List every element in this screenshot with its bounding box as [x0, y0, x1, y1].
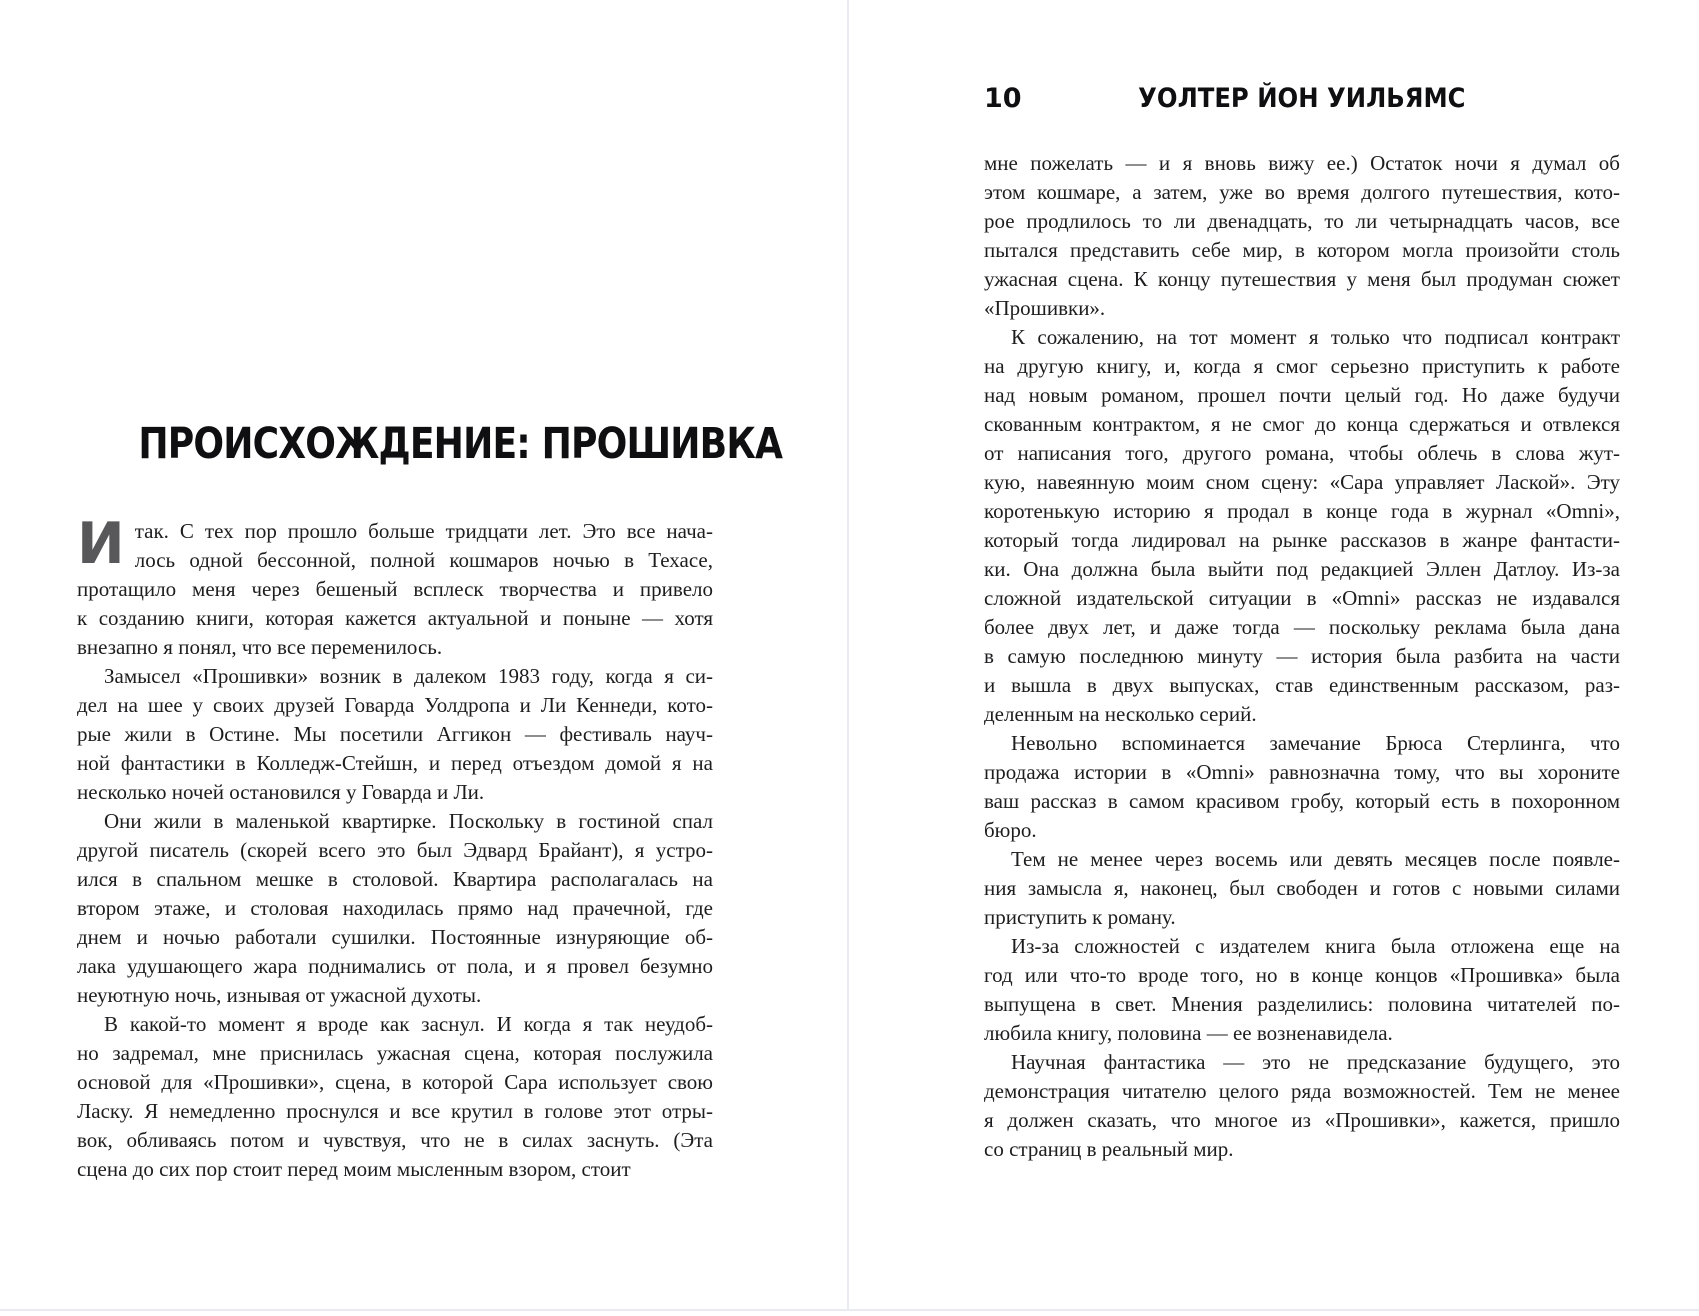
text-line: неуютную ночь, изнывая от ужасной духоты.	[77, 983, 482, 1007]
text-line: внезапно я понял, что все переменилось.	[77, 635, 443, 659]
text-line: год или что-то вроде того, но в конце концов «Прошивка» была	[984, 963, 1620, 987]
text-line: другой писатель (скорей всего это был Эдвард Брайант), я устро-	[77, 838, 713, 862]
text-line: ужасная сцена. К концу путешествия у меня был продуман сюжет	[984, 267, 1620, 291]
chapter-title	[77, 419, 783, 469]
paragraph	[77, 1010, 713, 1184]
text-line: К сожалению, на тот момент я только что подписал контракт	[1011, 325, 1620, 349]
text-line: от написания того, другого романа, чтобы облечь в слова жут-	[984, 441, 1620, 465]
text-line: втором этаже, и столовая находилась прямо над прачечной, где	[77, 896, 713, 920]
text-line: Они жили в маленькой квартирке. Поскольку в гостиной спал	[104, 809, 713, 833]
paragraph	[984, 323, 1620, 729]
text-line: но задремал, мне приснилась ужасная сцена, которая послужила	[77, 1041, 713, 1065]
text-line: Невольно вспоминается замечание Брюса Стерлинга, что	[1011, 731, 1620, 755]
running-header-row	[984, 84, 1620, 114]
text-line: я должен сказать, что многое из «Прошивки», кажется, пришло	[984, 1108, 1620, 1132]
text-line: днем и ночью работали сушилки. Постоянные изнуряющие об-	[77, 925, 713, 949]
text-line: ния замысла я, наконец, был свободен и готов с новыми силами	[984, 876, 1620, 900]
text-line: ваш рассказ в самом красивом гробу, который есть в похоронном	[984, 789, 1620, 813]
text-line: демонстрация читателю целого ряда возможностей. Тем не менее	[984, 1079, 1620, 1103]
text-line: рое продлилось то ли двенадцать, то ли четырнадцать часов, все	[984, 209, 1620, 233]
text-line: к созданию книги, которая кажется актуальной и поныне — хотя	[77, 606, 713, 630]
text-line: выпущена в свет. Мнения разделились: половина читателей по-	[984, 992, 1620, 1016]
text-line: основой для «Прошивки», сцена, в которой Сара использует свою	[77, 1070, 713, 1094]
chapter-title-text: ПРОИСХОЖДЕНИЕ: ПРОШИВКА	[138, 419, 783, 469]
text-line: скованным контрактом, я не смог до конца сдержаться и отвлекся	[984, 412, 1620, 436]
paragraph	[984, 729, 1620, 845]
text-line: на другую книгу, и, когда я смог серьезно приступить к работе	[984, 354, 1620, 378]
text-line: несколько ночей остановился у Говарда и Ли.	[77, 780, 485, 804]
paragraph	[984, 1048, 1620, 1164]
right-page-body	[984, 149, 1620, 1164]
text-line: Замысел «Прошивки» возник в далеком 1983 году, когда я си-	[104, 664, 713, 688]
text-line: ки. Она должна была выйти под редакцией Эллен Датлоу. Из-за	[984, 557, 1620, 581]
left-page-body	[77, 511, 713, 1184]
paragraph	[77, 807, 713, 1010]
text-line: более двух лет, и даже тогда — поскольку реклама была дана	[984, 615, 1620, 639]
left-page	[0, 0, 847, 1311]
text-line: дел на шее у своих друзей Говарда Уолдропа и Ли Кеннеди, кото-	[77, 693, 713, 717]
text-line: над новым романом, прошел почти целый год. Но даже будучи	[984, 383, 1620, 407]
text-line: коротенькую историю я продал в конце года в журнал «Omni»,	[984, 499, 1620, 523]
right-page	[847, 0, 1699, 1311]
text-line: мне пожелать — и я вновь вижу ее.) Остаток ночи я думал об	[984, 151, 1620, 175]
paragraph	[77, 662, 713, 807]
text-line: пытался представить себе мир, в котором могла произойти столь	[984, 238, 1620, 262]
text-line: кую, навеянную моим сном сцену: «Сара управляет Лаской». Эту	[984, 470, 1620, 494]
text-line: Ласку. Я немедленно проснулся и все крутил в голове этот отры-	[77, 1099, 713, 1123]
text-line: ной фантастики в Колледж-Стейшн, и перед отъездом домой я на	[77, 751, 713, 775]
text-line: этом кошмаре, а затем, уже во время долгого путешествия, кото-	[984, 180, 1620, 204]
text-line: ился в спальном мешке в столовой. Квартира располагалась на	[77, 867, 713, 891]
text-line: рые жили в Остине. Мы посетили Аггикон — фестиваль науч-	[77, 722, 713, 746]
text-line: и вышла в двух выпусках, став единственным рассказом, раз-	[984, 673, 1620, 697]
paragraph	[984, 149, 1620, 323]
drop-cap: И	[77, 511, 125, 577]
running-header	[984, 84, 1620, 114]
text-line: «Прошивки».	[984, 296, 1106, 320]
text-line: сцена до сих пор стоит перед моим мысленным взором, стоит	[77, 1157, 631, 1181]
text-line: приступить к роману.	[984, 905, 1176, 929]
text-line: продажа истории в «Omni» равнозначна тому, что вы хороните	[984, 760, 1620, 784]
paragraph	[77, 511, 713, 662]
text-line: протащило меня через бешеный всплеск творчества и привело	[77, 577, 713, 601]
text-line: Научная фантастика — это не предсказание будущего, это	[1011, 1050, 1620, 1074]
text-line: со страниц в реальный мир.	[984, 1137, 1234, 1161]
text-line: лось одной бессонной, полной кошмаров ночью в Техасе,	[134, 548, 713, 572]
text-line: В какой-то момент я вроде как заснул. И когда я так неудоб-	[104, 1012, 713, 1036]
text-line: Из-за сложностей с издателем книга была отложена еще на	[1011, 934, 1620, 958]
text-line: бюро.	[984, 818, 1037, 842]
text-line: Тем не менее через восемь или девять месяцев после появле-	[1011, 847, 1620, 871]
text-line: сложной издательской ситуации в «Omni» рассказ не издавался	[984, 586, 1620, 610]
text-line: в самую последнюю минуту — история была разбита на части	[984, 644, 1620, 668]
paragraph	[984, 845, 1620, 932]
paragraph	[984, 932, 1620, 1048]
text-line: любила книгу, половина — ее возненавидела.	[984, 1021, 1393, 1045]
text-line: так. С тех пор прошло больше тридцати лет. Это все нача-	[134, 519, 713, 543]
text-line: который тогда лидировал на рынке рассказов в жанре фантасти-	[984, 528, 1620, 552]
text-line: вок, обливаясь потом и чувствуя, что не в силах заснуть. (Эта	[77, 1128, 713, 1152]
text-line: деленным на несколько серий.	[984, 702, 1257, 726]
text-line: лака удушающего жара поднимались от пола, и я провел безумно	[77, 954, 713, 978]
page-number: 10	[984, 83, 1022, 114]
running-header-text: УОЛТЕР ЙОН УИЛЬЯМС	[1138, 83, 1466, 114]
